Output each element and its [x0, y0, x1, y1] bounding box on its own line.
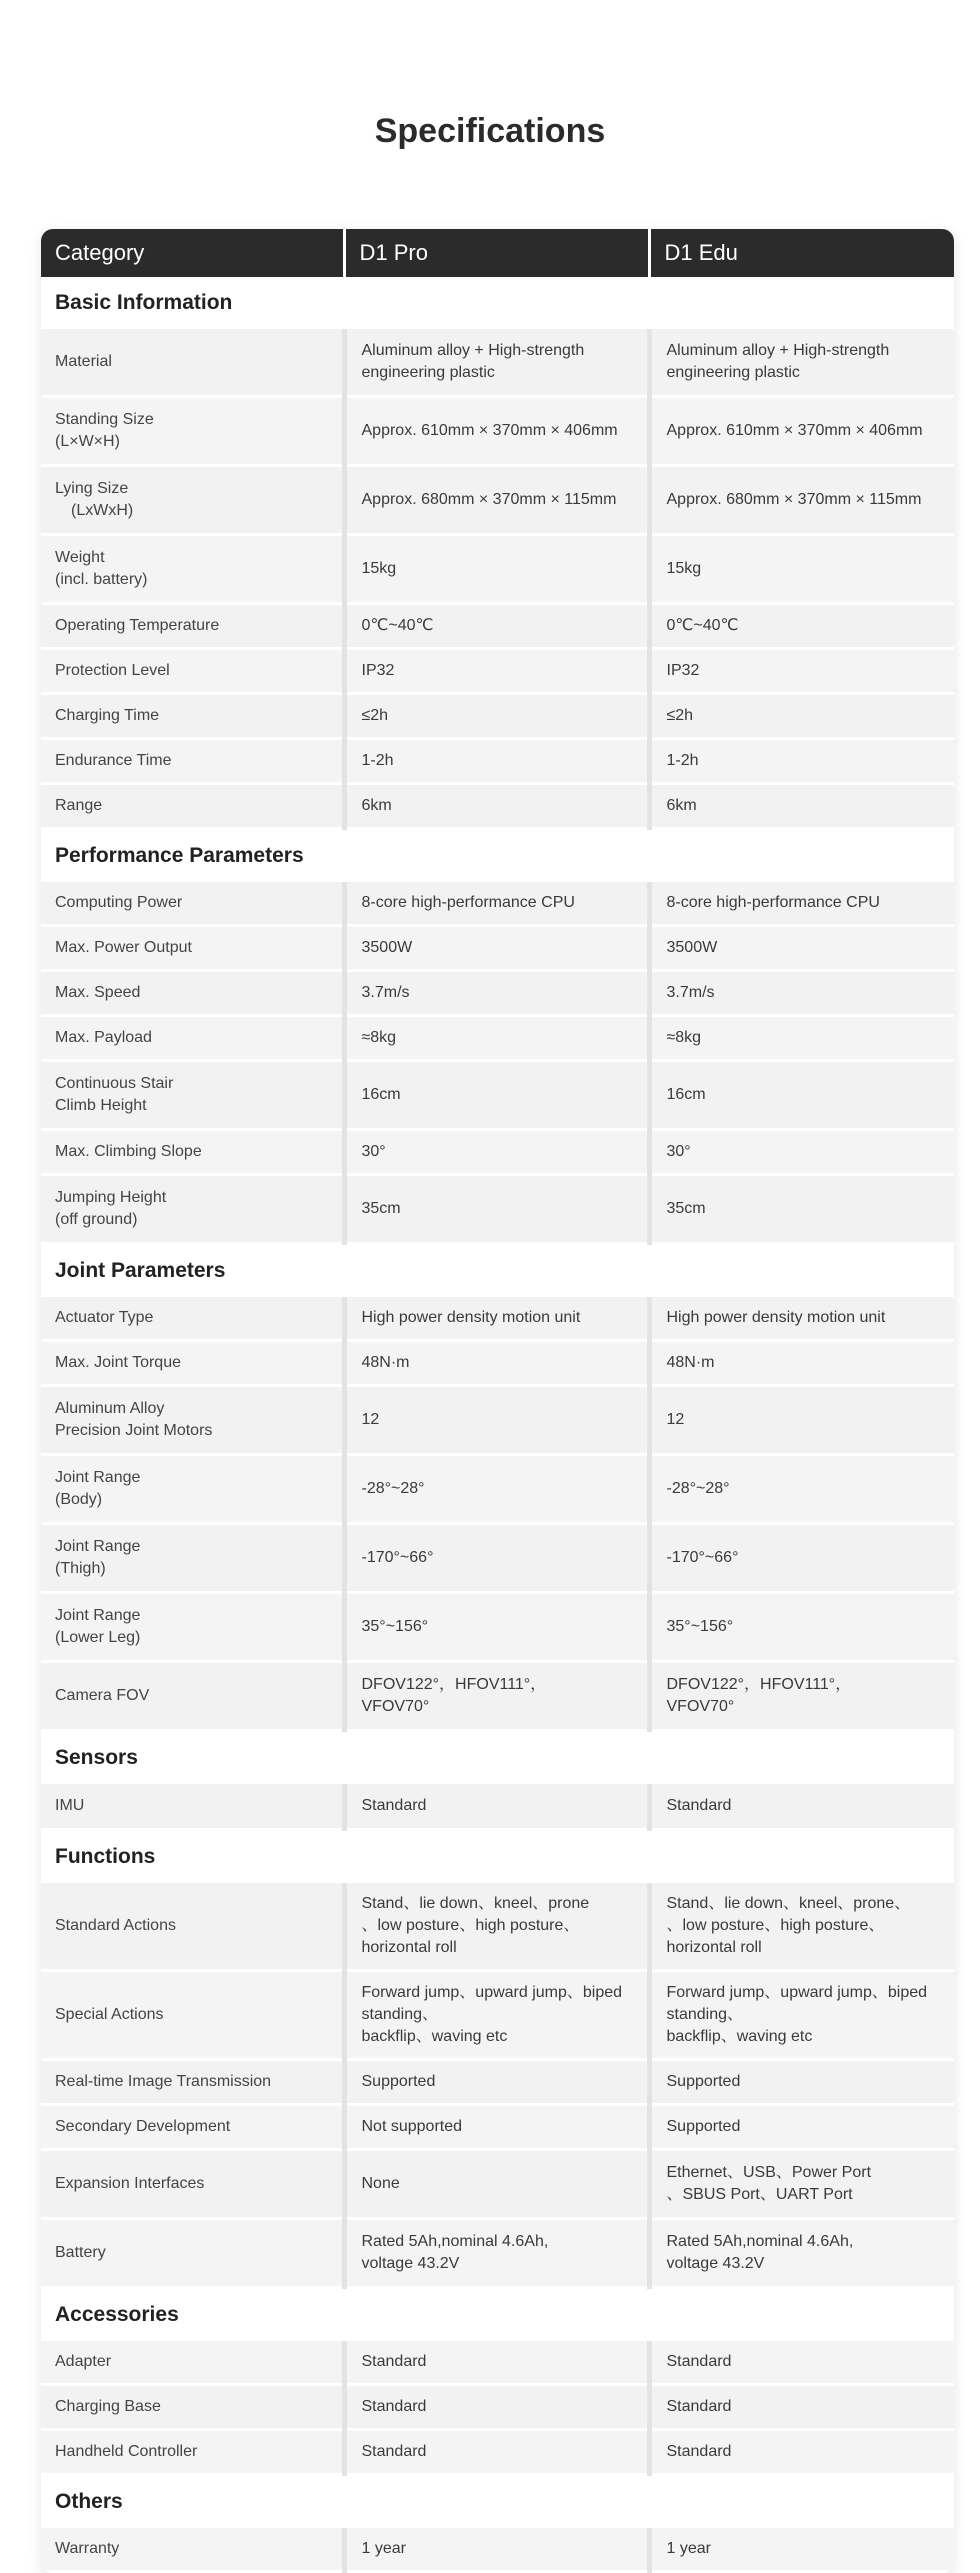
- d1-pro-value: 30°: [344, 1130, 649, 1175]
- table-row: [41, 1297, 954, 1341]
- table-body: [41, 277, 954, 2572]
- d1-edu-value: IP32: [649, 649, 954, 694]
- row-label: Protection Level: [41, 649, 344, 694]
- d1-pro-value: 0℃~40℃: [344, 604, 649, 649]
- row-label: Actuator Type: [41, 1297, 344, 1341]
- table-row: [41, 1341, 954, 1386]
- d1-pro-value: Standard: [344, 2341, 649, 2385]
- row-label: Max. Payload: [41, 1016, 344, 1061]
- d1-edu-value: 15kg: [649, 535, 954, 604]
- specifications-table: [41, 229, 954, 2573]
- row-label: Max. Joint Torque: [41, 1341, 344, 1386]
- row-label: Continuous Stair Climb Height: [41, 1061, 344, 1130]
- table-row: [41, 2219, 954, 2288]
- d1-edu-value: Supported: [649, 2060, 954, 2105]
- section-title: Others: [41, 2475, 954, 2529]
- table-row: [41, 604, 954, 649]
- row-label: Endurance Time: [41, 739, 344, 784]
- d1-pro-value: Rated 5Ah,nominal 4.6Ah, voltage 43.2V: [344, 2219, 649, 2288]
- specifications-table-container: [41, 229, 954, 2573]
- d1-pro-value: Standard: [344, 2385, 649, 2430]
- table-row: [41, 784, 954, 829]
- table-row: [41, 2060, 954, 2105]
- d1-pro-value: Stand、lie down、kneel、prone 、low posture、high posture、 horizontal roll: [344, 1883, 649, 1971]
- d1-edu-value: Forward jump、upward jump、biped standing、 backflip、waving etc: [649, 1971, 954, 2060]
- page-title: Specifications: [374, 112, 606, 150]
- d1-edu-value: DFOV122°，HFOV111°， VFOV70°: [649, 1662, 954, 1731]
- row-label: Adapter: [41, 2341, 344, 2385]
- d1-pro-value: 15kg: [344, 535, 649, 604]
- section-title: Basic Information: [41, 277, 954, 329]
- d1-pro-value: ≤2h: [344, 694, 649, 739]
- d1-edu-value: 48N·m: [649, 1341, 954, 1386]
- section-header-row: [41, 1244, 954, 1298]
- row-label: Camera FOV: [41, 1662, 344, 1731]
- d1-edu-value: Standard: [649, 2430, 954, 2475]
- table-row: [41, 649, 954, 694]
- table-row: [41, 1386, 954, 1455]
- table-row: [41, 535, 954, 604]
- section-header-row: [41, 2475, 954, 2529]
- table-row: [41, 1784, 954, 1830]
- table-row: [41, 2105, 954, 2150]
- table-header-row: [41, 229, 954, 277]
- table-row: [41, 2341, 954, 2385]
- table-row: [41, 926, 954, 971]
- table-row: [41, 739, 954, 784]
- section-header-row: [41, 829, 954, 883]
- row-label: Range: [41, 784, 344, 829]
- d1-edu-value: Approx. 680mm × 370mm × 115mm: [649, 466, 954, 535]
- table-row: [41, 1175, 954, 1244]
- table-row: [41, 971, 954, 1016]
- d1-edu-value: -28°~28°: [649, 1455, 954, 1524]
- row-label: Handheld Controller: [41, 2430, 344, 2475]
- d1-pro-value: Approx. 680mm × 370mm × 115mm: [344, 466, 649, 535]
- d1-pro-value: 16cm: [344, 1061, 649, 1130]
- d1-edu-value: 12: [649, 1386, 954, 1455]
- row-label: Operating Temperature: [41, 604, 344, 649]
- header-d1-edu: D1 Edu: [649, 229, 954, 277]
- table-row: [41, 1016, 954, 1061]
- d1-pro-value: 3500W: [344, 926, 649, 971]
- d1-edu-value: Ethernet、USB、Power Port 、SBUS Port、UART Port: [649, 2150, 954, 2219]
- d1-pro-value: None: [344, 2150, 649, 2219]
- d1-pro-value: Supported: [344, 2060, 649, 2105]
- section-title: Accessories: [41, 2288, 954, 2342]
- d1-pro-value: 1-2h: [344, 739, 649, 784]
- table-row: [41, 1971, 954, 2060]
- d1-pro-value: 35°~156°: [344, 1593, 649, 1662]
- section-header-row: [41, 277, 954, 329]
- row-label: Weight (incl. battery): [41, 535, 344, 604]
- header-d1-pro: D1 Pro: [344, 229, 649, 277]
- row-label: Charging Base: [41, 2385, 344, 2430]
- row-label: Special Actions: [41, 1971, 344, 2060]
- row-label: Secondary Development: [41, 2105, 344, 2150]
- d1-edu-value: 3500W: [649, 926, 954, 971]
- d1-pro-value: ≈8kg: [344, 1016, 649, 1061]
- d1-edu-value: 35°~156°: [649, 1593, 954, 1662]
- row-label: Standard Actions: [41, 1883, 344, 1971]
- d1-pro-value: 3.7m/s: [344, 971, 649, 1016]
- d1-edu-value: Aluminum alloy + High-strength engineering plastic: [649, 329, 954, 397]
- table-row: [41, 1061, 954, 1130]
- table-row: [41, 1130, 954, 1175]
- row-label: Expansion Interfaces: [41, 2150, 344, 2219]
- header-category: Category: [41, 229, 344, 277]
- d1-pro-value: -170°~66°: [344, 1524, 649, 1593]
- row-label: Max. Speed: [41, 971, 344, 1016]
- row-label: Charging Time: [41, 694, 344, 739]
- d1-pro-value: High power density motion unit: [344, 1297, 649, 1341]
- d1-edu-value: ≈8kg: [649, 1016, 954, 1061]
- row-label: Lying Size (LxWxH): [41, 466, 344, 535]
- table-row: [41, 1524, 954, 1593]
- d1-edu-value: Standard: [649, 2341, 954, 2385]
- table-row: [41, 1883, 954, 1971]
- d1-edu-value: High power density motion unit: [649, 1297, 954, 1341]
- d1-edu-value: ≤2h: [649, 694, 954, 739]
- row-label: Jumping Height (off ground): [41, 1175, 344, 1244]
- row-label: Battery: [41, 2219, 344, 2288]
- d1-edu-value: 35cm: [649, 1175, 954, 1244]
- d1-edu-value: 0℃~40℃: [649, 604, 954, 649]
- section-title: Joint Parameters: [41, 1244, 954, 1298]
- section-header-row: [41, 1830, 954, 1884]
- row-label: Standing Size (L×W×H): [41, 397, 344, 466]
- d1-edu-value: Rated 5Ah,nominal 4.6Ah, voltage 43.2V: [649, 2219, 954, 2288]
- row-label: Max. Climbing Slope: [41, 1130, 344, 1175]
- section-header-row: [41, 2288, 954, 2342]
- d1-edu-value: Approx. 610mm × 370mm × 406mm: [649, 397, 954, 466]
- row-label: Joint Range (Body): [41, 1455, 344, 1524]
- d1-edu-value: 6km: [649, 784, 954, 829]
- table-row: [41, 2385, 954, 2430]
- table-row: [41, 2150, 954, 2219]
- d1-edu-value: 8-core high-performance CPU: [649, 882, 954, 926]
- d1-pro-value: IP32: [344, 649, 649, 694]
- d1-edu-value: Supported: [649, 2105, 954, 2150]
- table-row: [41, 329, 954, 397]
- d1-edu-value: Standard: [649, 1784, 954, 1830]
- d1-edu-value: Standard: [649, 2385, 954, 2430]
- row-label: Aluminum Alloy Precision Joint Motors: [41, 1386, 344, 1455]
- table-row: [41, 1455, 954, 1524]
- row-label: Computing Power: [41, 882, 344, 926]
- d1-pro-value: Forward jump、upward jump、biped standing、 backflip、waving etc: [344, 1971, 649, 2060]
- d1-pro-value: Standard: [344, 2430, 649, 2475]
- row-label: Joint Range (Thigh): [41, 1524, 344, 1593]
- d1-edu-value: 16cm: [649, 1061, 954, 1130]
- d1-pro-value: 8-core high-performance CPU: [344, 882, 649, 926]
- row-label: Warranty: [41, 2528, 344, 2572]
- table-row: [41, 466, 954, 535]
- section-title: Functions: [41, 1830, 954, 1884]
- d1-pro-value: Standard: [344, 1784, 649, 1830]
- d1-edu-value: -170°~66°: [649, 1524, 954, 1593]
- d1-pro-value: DFOV122°，HFOV111°， VFOV70°: [344, 1662, 649, 1731]
- d1-pro-value: 35cm: [344, 1175, 649, 1244]
- table-row: [41, 694, 954, 739]
- d1-pro-value: 6km: [344, 784, 649, 829]
- row-label: Joint Range (Lower Leg): [41, 1593, 344, 1662]
- d1-pro-value: 48N·m: [344, 1341, 649, 1386]
- d1-pro-value: 1 year: [344, 2528, 649, 2572]
- section-header-row: [41, 1731, 954, 1785]
- row-label: Material: [41, 329, 344, 397]
- d1-edu-value: Stand、lie down、kneel、prone、 、low posture、high posture、 horizontal roll: [649, 1883, 954, 1971]
- table-row: [41, 1593, 954, 1662]
- d1-edu-value: 3.7m/s: [649, 971, 954, 1016]
- d1-pro-value: -28°~28°: [344, 1455, 649, 1524]
- section-title: Performance Parameters: [41, 829, 954, 883]
- table-row: [41, 2528, 954, 2572]
- table-row: [41, 1662, 954, 1731]
- d1-pro-value: Not supported: [344, 2105, 649, 2150]
- row-label: IMU: [41, 1784, 344, 1830]
- row-label: Real-time Image Transmission: [41, 2060, 344, 2105]
- table-row: [41, 397, 954, 466]
- d1-pro-value: Aluminum alloy + High-strength engineering plastic: [344, 329, 649, 397]
- d1-pro-value: 12: [344, 1386, 649, 1455]
- row-label: Max. Power Output: [41, 926, 344, 971]
- section-title: Sensors: [41, 1731, 954, 1785]
- d1-edu-value: 1 year: [649, 2528, 954, 2572]
- d1-pro-value: Approx. 610mm × 370mm × 406mm: [344, 397, 649, 466]
- table-row: [41, 2430, 954, 2475]
- d1-edu-value: 1-2h: [649, 739, 954, 784]
- d1-edu-value: 30°: [649, 1130, 954, 1175]
- table-row: [41, 882, 954, 926]
